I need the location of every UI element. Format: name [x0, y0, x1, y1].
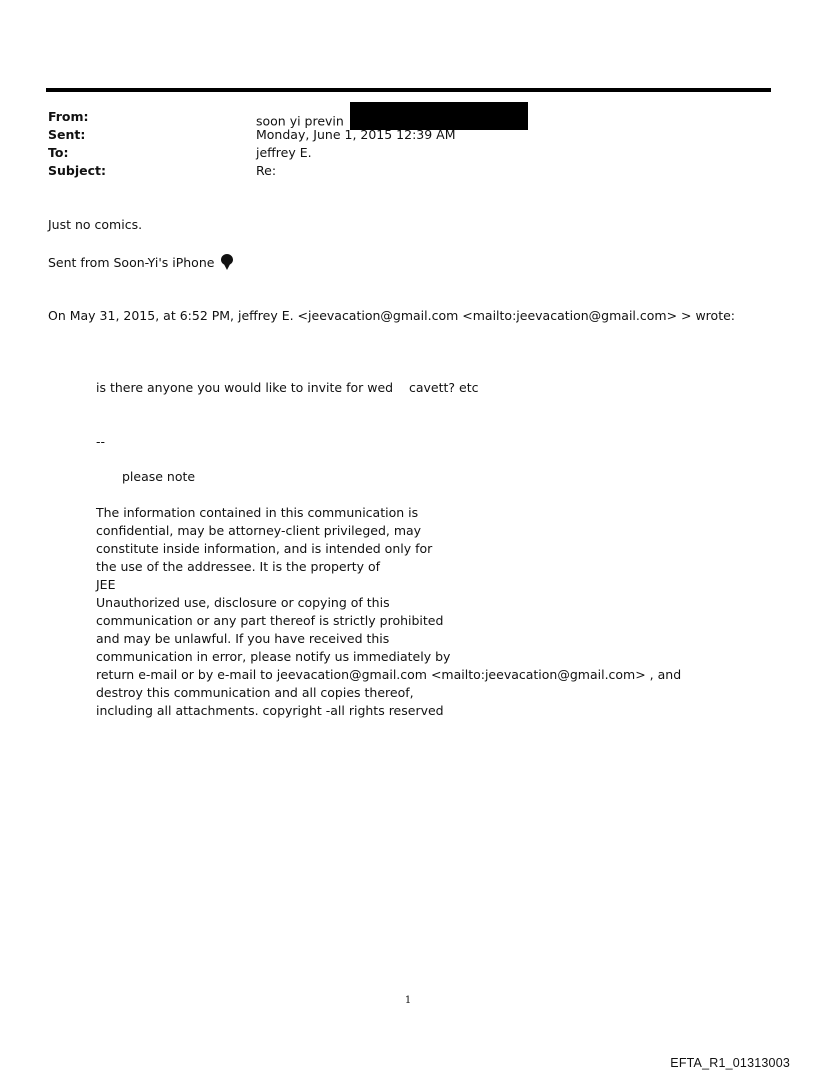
disclaimer-line: and may be unlawful. If you have received this — [96, 631, 390, 646]
to-value: jeffrey E. — [256, 145, 312, 160]
disclaimer-line: communication in error, please notify us immediately by — [96, 649, 451, 664]
sent-value: Monday, June 1, 2015 12:39 AM — [256, 127, 456, 142]
sender-name: soon yi previn — [256, 113, 344, 129]
signature-separator: -- — [96, 434, 106, 449]
to-label: To: — [48, 145, 69, 160]
quoted-message: is there anyone you would like to invite for wed cavett? etc — [96, 380, 479, 395]
disclaimer-line: destroy this communication and all copies thereof, — [96, 685, 414, 700]
signature-text: Sent from Soon-Yi's iPhone — [48, 255, 215, 270]
header-divider — [46, 88, 771, 92]
subject-label: Subject: — [48, 163, 106, 178]
reply-text: Just no comics. — [48, 217, 143, 232]
confidentiality-disclaimer — [96, 504, 681, 720]
disclaimer-line: JEE — [96, 577, 116, 592]
disclaimer-line: including all attachments. copyright -all rights reserved — [96, 703, 444, 718]
disclaimer-line: communication or any part thereof is strictly prohibited — [96, 613, 444, 628]
please-note: please note — [122, 469, 196, 484]
page-number: 1 — [404, 995, 412, 1006]
quote-intro: On May 31, 2015, at 6:52 PM, jeffrey E. <jeevacation@gmail.com <mailto:jeevacation@gmail.com> > wrote: — [48, 308, 735, 323]
from-label: From: — [48, 109, 89, 124]
sent-label: Sent: — [48, 127, 86, 142]
disclaimer-line: The information contained in this communication is — [96, 505, 419, 520]
disclaimer-line: constitute inside information, and is intended only for — [96, 541, 433, 556]
disclaimer-line: confidential, may be attorney-client privileged, may — [96, 523, 422, 538]
subject-value: Re: — [256, 163, 277, 178]
disclaimer-line: the use of the addressee. It is the property of — [96, 559, 381, 574]
disclaimer-line: return e-mail or by e-mail to jeevacation@gmail.com <mailto:jeevacation@gmail.com> , and — [96, 667, 682, 682]
signature-line — [48, 254, 233, 272]
document-id: EFTA_R1_01313003 — [670, 1056, 790, 1070]
disclaimer-line: Unauthorized use, disclosure or copying of this — [96, 595, 390, 610]
pin-icon — [221, 254, 233, 270]
